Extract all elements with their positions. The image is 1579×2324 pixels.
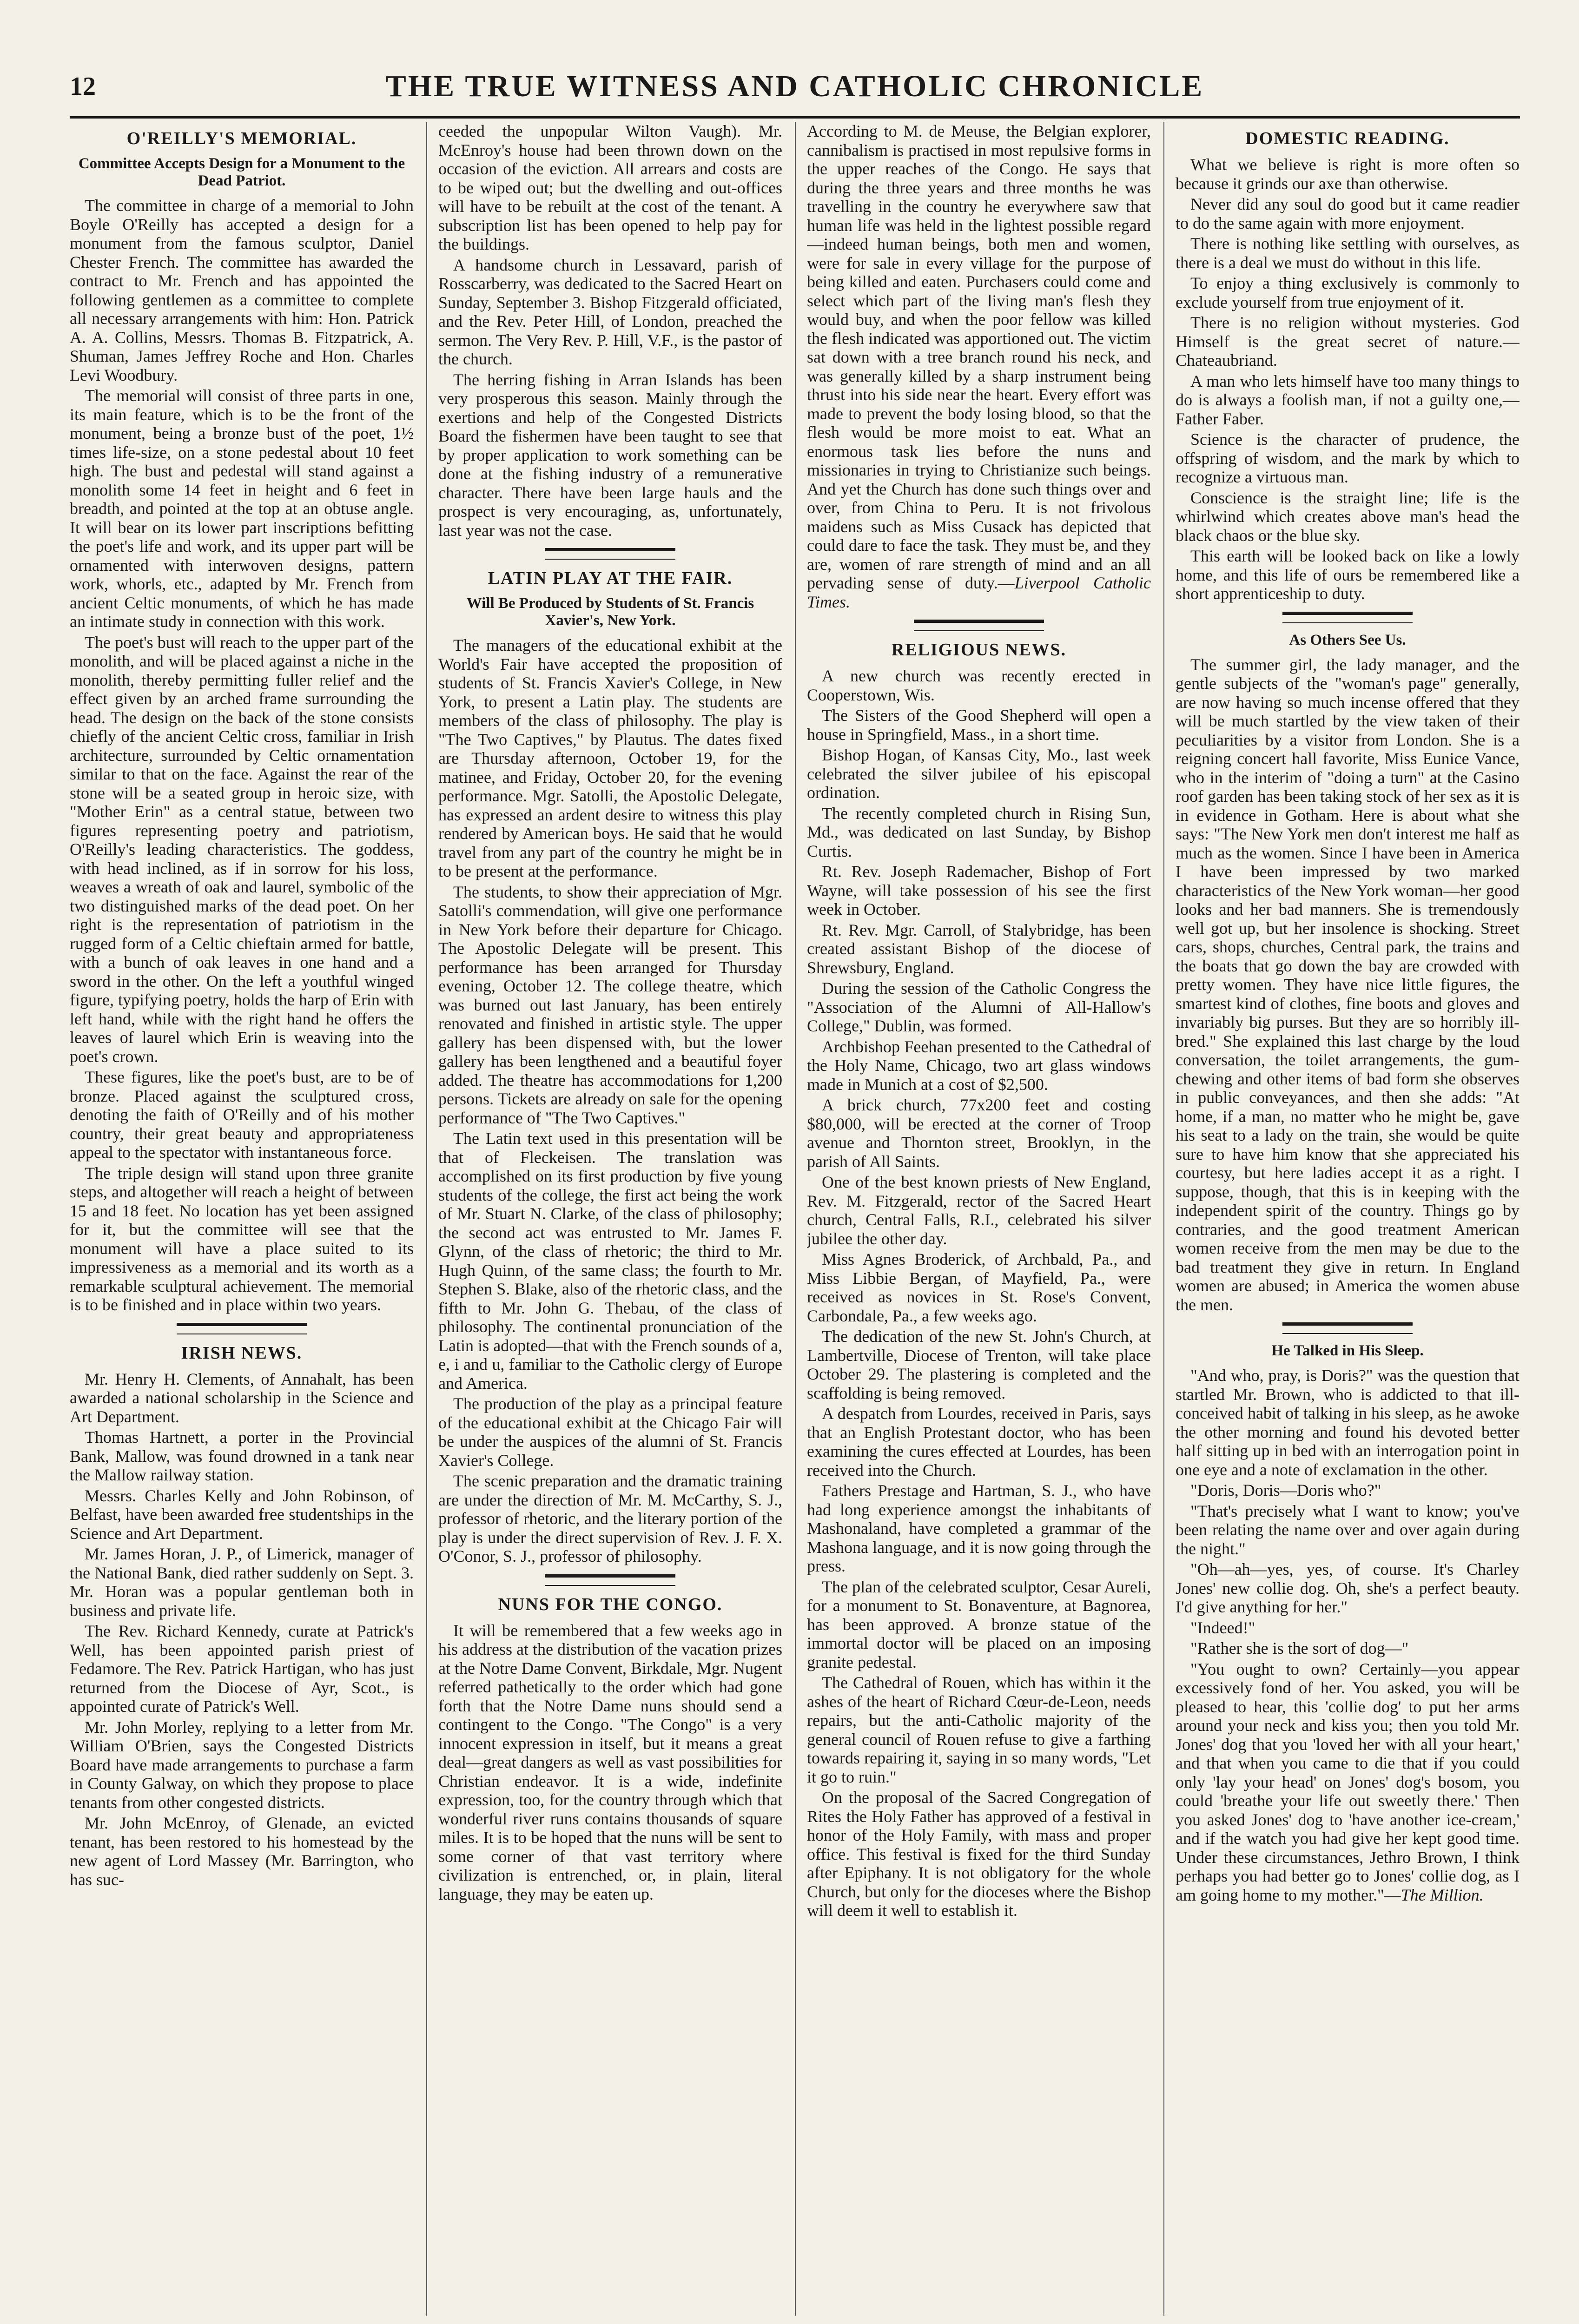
page-number: 12 [70,72,96,101]
news-item: The Sisters of the Good Shepherd will open a house in Springfield, Mass., in a short time. [807,706,1151,744]
news-item: Messrs. Charles Kelly and John Robinson, of Belfast, have been awarded free studentships in the Science and Art Department. [70,1486,414,1543]
news-item: Bishop Hogan, of Kansas City, Mo., last week celebrated the silver jubilee of his episcopal ordination. [807,746,1151,802]
column-2 [438,122,782,2316]
column-divider [426,122,427,2316]
news-item: A new church was recently erected in Cooperstown, Wis. [807,667,1151,704]
news-item: The herring fishing in Arran Islands has been very prosperous this season. Mainly through the exertions and help of the Congested Districts Board the fishermen have been taught to see that by proper application to work something can be done at the fishing industry of a remunerative character. There have been large hauls and the prospect is very encouraging, as, unfortunately, last year was not the case. [438,370,782,540]
news-item: A despatch from Lourdes, received in Paris, says that an English Protestant doctor, who has been examining the cures effected at Lourdes, has been received into the Church. [807,1404,1151,1479]
article-paragraph: The summer girl, the lady manager, and the gentle subjects of the "woman's page" generally, are now having so much incense offered that they will be much startled by the view taken of their peculiarities by a visitor from London. She is a reigning concert hall favorite, Miss Eunice Vance, who in the interim of "doing a turn" at the Casino roof garden has been taking stock of her sex as it is in evidence in Gotham. Here is about what she says: "The New York men don't interest me half as much as the women. Since I have been in America I have been impressed by two marked characteristics of the New York woman—her good looks and her bad manners. She is tremendously well got up, but her insolence is shocking. Street cars, shops, churches, Central park, the trains and the boats that go down the bay are crowded with pretty women. They have nice little figures, the smartest kind of clothes, fine boots and gloves and invariably big purses. But they are so horribly ill-bred." She explained this last charge by the loud conversation, the toilet arrangements, the gum-chewing and other items of bad form she observes in public conveyances, and then she adds: "At home, if a man, no matter who he might be, gave his seat to a lady on the train, she would be quite sure to have him know that she appreciated his courtesy, but here ladies accept it as a right. I suppose, though, that this is in keeping with the independent spirit of the country. Things go by contraries, and the good treatment American women receive from the men may be due to the bad treatment they give in return. In England women are abused; in America the women abuse the men. [1176,655,1520,1314]
maxim: This earth will be looked back on like a lowly home, and this life of ours be remembered like a short apprenticeship to duty. [1176,547,1520,603]
headline-latin-play: LATIN PLAY AT THE FAIR. [488,568,733,588]
news-item: The plan of the celebrated sculptor, Cesar Aureli, for a monument to St. Bonaventure, at Bagnorea, has been approved. A bronze statue of the immortal doctor will be placed on an imposing granite pedestal. [807,1577,1151,1671]
headline-talked-in-sleep: He Talked in His Sleep. [1271,1342,1424,1359]
newspaper-title: THE TRUE WITNESS AND CATHOLIC CHRONICLE [385,69,1204,103]
maxim: Conscience is the straight line; life is the whirlwind which creates above man's head the black chaos or the blue sky. [1176,488,1520,545]
section-rule [545,1574,675,1586]
article-source: The Million. [1401,1885,1484,1904]
news-item: A handsome church in Lessavard, parish of Rosscarberry, was dedicated to the Sacred Heart on Sunday, September 3. Bishop Fitzgerald officiated, and the Rev. Peter Hill, of London, preached the sermon. The Very Rev. P. Hill, V.F., is the pastor of the church. [438,255,782,368]
article-paragraph: The Latin text used in this presentation will be that of Fleckeisen. The translation was accomplished on its first production by five young students of the college, the first act being the work of Mr. Stuart N. Clarke, of the class of philosophy; the second act was entrusted to Mr. James F. Glynn, of the class of rhetoric; the third to Mr. Hugh Quinn, of the same class; the fourth to Mr. Stephen S. Blake, also of the rhetoric class, and the fifth to Mr. John G. Thebau, of the class of philosophy. The continental pronunciation of the Latin is adopted—that with the French sounds of a, e, i and u, familiar to the Catholic clergy of Europe and America. [438,1129,782,1393]
news-item: Thomas Hartnett, a porter in the Provincial Bank, Mallow, was found drowned in a tank near the Mallow railway station. [70,1428,414,1484]
article-paragraph: "And who, pray, is Doris?" was the question that startled Mr. Brown, who is addicted to that ill-conceived habit of talking in his sleep, as he awoke the other morning and found his devoted better half sitting up in bed with an interrogation point in one eye and a note of exclamation in the other. [1176,1366,1520,1479]
article-paragraph: "Doris, Doris—Doris who?" [1190,1481,1381,1499]
maxim: Never did any soul do good but it came readier to do the same again with more enjoyment. [1176,195,1520,232]
maxim: There is no religion without mysteries. God Himself is the great secret of nature.—Chateaubriand. [1176,313,1520,370]
subhead-oreilly: Committee Accepts Design for a Monument to the Dead Patriot. [78,155,405,189]
article-source: Liverpool Catholic Times. [807,574,1151,611]
news-item: Mr. John Morley, replying to a letter from Mr. William O'Brien, says the Congested Districts Board have made arrangements to purchase a farm in County Galway, on which they propose to place tenants from other congested districts. [70,1717,414,1812]
news-item: Rt. Rev. Joseph Rademacher, Bishop of Fort Wayne, will take possession of his see the first week in October. [807,862,1151,918]
article-paragraph: The production of the play as a principal feature of the educational exhibit at the Chicago Fair will be under the auspices of the alumni of St. Francis Xavier's College. [438,1394,782,1470]
headline-religious-news: RELIGIOUS NEWS. [891,640,1067,660]
news-item: During the session of the Catholic Congress the "Association of the Alumni of All-Hallow's College," Dublin, was formed. [807,979,1151,1035]
maxim: A man who lets himself have too many things to do is always a foolish man, if not a guilty one,—Father Faber. [1176,371,1520,428]
maxim: There is nothing like settling with ourselves, as there is a deal we must do without in this life. [1176,234,1520,272]
headline-domestic-reading: DOMESTIC READING. [1245,129,1450,148]
article-paragraph: The triple design will stand upon three granite steps, and altogether will reach a height of between 15 and 18 feet. No location has yet been assigned for it, but the committee will see that the monument will have a place suited to its impressiveness as a memorial and its worth as a remarkable sculptural achievement. The memorial is to be finished and in place within two years. [70,1163,414,1314]
article-text: According to M. de Meuse, the Belgian explorer, cannibalism is practised in most repulsive forms in the upper reaches of the Congo. He says that during the three years and three months he was travelling in the country he everywhere saw that human life was held in the lightest possible regard—indeed human beings, both men and women, were for sale in every village for the purpose of being killed and eaten. Purchasers could come and select which part of the living man's flesh they would buy, and when the poor fellow was killed the flesh indicated was apportioned out. The victim sat down with a tree branch round his neck, and was generally killed by a sharp instrument being thrust into his side near the heart. Every effort was made to prevent the body losing blood, so that the flesh would be more moist to eat. What an enormous task lies before the nuns and missionaries in trying to Christianize such beings. And yet the Church has done such things over and over, from China to Peru. It is not frivolous maidens such as Miss Cusack has depicted that could dare to face the task. They must be, and they are, women of rare strength of mind and an all pervading sense of duty.— [807,122,1151,592]
headline-as-others-see-us: As Others See Us. [1289,631,1406,648]
news-item: Mr. James Horan, J. P., of Limerick, manager of the National Bank, died rather suddenly on Sept. 3. Mr. Horan was a popular gentleman both in business and private life. [70,1545,414,1620]
article-text: "You ought to own? Certainly—you appear excessively fond of her. You asked, you will be pleased to hear, this 'collie dog' to put her arms around your neck and kiss you; then you told Mr. Jones' dog that you 'loved her with all your heart,' and that when you came to die that if you could only 'lay your head' on Jones' dog's bosom, you could 'breathe your life out sweetly there.' Then you asked Jones' dog to 'have another ice-cream,' and if the watch you had give her kept good time. Under these circumstances, Jethro Brown, I think perhaps you had better go to Jones' collie dog, as I am going home to my mother."— [1176,1659,1520,1904]
maxim: To enjoy a thing exclusively is commonly to exclude yourself from true enjoyment of it. [1176,274,1520,311]
news-item: On the proposal of the Sacred Congregation of Rites the Holy Father has approved of a festival in honor of the Holy Family, with mass and proper office. This festival is fixed for the third Sunday after Epiphany. It is not obligatory for the whole Church, but only for the dioceses where the Bishop will deem it well to establish it. [807,1788,1151,1920]
column-1 [70,122,414,2316]
news-item: Miss Agnes Broderick, of Archbald, Pa., and Miss Libbie Bergan, of Mayfield, Pa., were received as novices in St. Rose's Convent, Carbondale, Pa., a few weeks ago. [807,1250,1151,1325]
article-paragraph: "Oh—ah—yes, yes, of course. It's Charley Jones' new collie dog. Oh, she's a perfect beauty. I'd give anything for her." [1176,1560,1520,1616]
article-paragraph [1176,1660,1520,1905]
headline-nuns-congo: NUNS FOR THE CONGO. [498,1594,723,1614]
column-divider [1163,122,1164,2316]
article-paragraph: The poet's bust will reach to the upper part of the monolith, and will be placed against a niche in the monolith, thereby permitting fuller relief and the effect given by an arched frame surrounding the head. The design on the back of the stone consists chiefly of the ancient Celtic cross, familiar in Irish architecture, surrounded by Celtic ornamentation similar to that on the face. Against the rear of the stone will be a seated group in heroic size, with "Mother Erin" as a central statue, between two figures representing poetry and patriotism, O'Reilly's leading characteristics. The goddess, with head inclined, as if in sorrow for his loss, weaves a wreath of oak and laurel, symbolic of the two distinguished marks of the dead poet. On her right is the representation of patriotism in the rugged form of a Celtic chieftain armed for battle, with a bunch of oak leaves in one hand and a sword in the other. On the left a youthful winged figure, typifying poetry, holds the harp of Erin with left hand, while with the right hand he offers the leaves of laurel which Erin is weaving into the poet's crown. [70,633,414,1066]
article-paragraph [807,122,1151,611]
column-divider [795,122,796,2316]
headline-oreilly: O'REILLY'S MEMORIAL. [126,129,357,148]
news-item: Mr. John McEnroy, of Glenade, an evicted tenant, has been restored to his homestead by the new agent of Lord Massey (Mr. Barrington, who has suc- [70,1814,414,1889]
news-item: Archbishop Feehan presented to the Cathedral of the Holy Name, Chicago, two art glass windows made in Munich at a cost of $2,500. [807,1037,1151,1094]
news-item: ceeded the unpopular Wilton Vaugh). Mr. McEnroy's house had been thrown down on the occasion of the eviction. All arrears and costs are to be wiped out; but the dwelling and out-offices will have to be rebuilt at the cost of the tenant. A subscription list has been opened to help pay for the buildings. [438,122,782,253]
news-item: Mr. Henry H. Clements, of Annahalt, has been awarded a national scholarship in the Science and Art Department. [70,1369,414,1426]
maxim: What we believe is right is more often so because it grinds our axe than otherwise. [1176,155,1520,193]
article-paragraph: These figures, like the poet's bust, are to be of bronze. Placed against the sculptured cross, denoting the faith of O'Reilly and of his mother country, their great beauty and appropriateness appeal to the spectator with instantaneous force. [70,1068,414,1162]
section-rule [914,620,1044,631]
subhead-latin-play: Will Be Produced by Students of St. Francis Xavier's, New York. [466,595,754,629]
article-paragraph: The students, to show their appreciation of Mgr. Satolli's commendation, will give one performance in New York before their departure for Chicago. The Apostolic Delegate will be present. This performance has been arranged for Thursday evening, October 12. The college theatre, which was burned out last January, has been entirely renovated and finished in artistic style. The upper gallery has been dispensed with, but the lower gallery has been lengthened and a beautiful foyer added. The theatre has accommodations for 1,200 persons. Tickets are already on sale for the opening performance of "The Two Captives." [438,882,782,1127]
article-paragraph: "Rather she is the sort of dog—" [1190,1639,1409,1657]
masthead [70,65,1520,119]
news-item: Rt. Rev. Mgr. Carroll, of Stalybridge, has been created assistant Bishop of the diocese of Shrewsbury, England. [807,920,1151,977]
article-paragraph: The memorial will consist of three parts in one, its main feature, which is to be the front of the monument, being a bronze bust of the poet, 1½ times life-size, on a stone pedestal about 10 feet high. The bust and pedestal will stand against a monolith some 14 feet in height and 6 feet in breadth, and pointed at the top at an obtuse angle. It will bear on its lower part inscriptions befitting the poet's life and work, and its upper part will be ornamented with interwoven designs, pattern work, whorls, etc., adapted by Mr. French from ancient Celtic monuments, of which he has made an intimate study in connection with this work. [70,386,414,631]
news-item: The recently completed church in Rising Sun, Md., was dedicated on last Sunday, by Bishop Curtis. [807,804,1151,860]
article-paragraph: The committee in charge of a memorial to John Boyle O'Reilly has accepted a design for a monument from the famous sculptor, Daniel Chester French. The committee has awarded the contract to Mr. French and has appointed the following gentlemen as a committee to complete all necessary arrangements with him: Hon. Patrick A. A. Collins, Messrs. Thomas B. Fitzpatrick, A. Shuman, James Jeffrey Roche and Hon. Charles Levi Woodbury. [70,196,414,384]
section-rule [1282,612,1413,623]
news-item: Fathers Prestage and Hartman, S. J., who have had long experience amongst the inhabitants of Mashonaland, have completed a grammar of the Mashona language, and it is now going through the press. [807,1481,1151,1575]
section-rule [1282,1322,1413,1334]
article-paragraph: The scenic preparation and the dramatic training are under the direction of Mr. M. McCarthy, S. J., professor of rhetoric, and the literary portion of the play is under the direct supervision of Rev. J. F. X. O'Conor, S. J., professor of philosophy. [438,1472,782,1565]
news-item: One of the best known priests of New England, Rev. M. Fitzgerald, rector of the Sacred Heart church, Central Falls, R.I., celebrated his silver jubilee the other day. [807,1173,1151,1248]
news-item: A brick church, 77x200 feet and costing $80,000, will be erected at the corner of Troop avenue and Thornton street, Brooklyn, in the parish of All Saints. [807,1096,1151,1171]
article-paragraph: "That's precisely what I want to know; you've been relating the name over and over again during the night." [1176,1501,1520,1558]
article-paragraph: It will be remembered that a few weeks ago in his address at the distribution of the vacation prizes at the Notre Dame Convent, Birkdale, Mgr. Nugent referred pathetically to the order which had gone forth that the Notre Dame nuns should send a contingent to the Congo. "The Congo" is a very innocent expression in itself, but it means a great deal—great dangers as well as vast possibilities for Christian endeavor. It is a wide, indefinite expression, too, for the country through which that wonderful river runs contains thousands of square miles. It is to be hoped that the nuns will be sent to some corner of that vast territory where civilization is entrenched, or, in plain, literal language, they may be eaten up. [438,1621,782,1903]
headline-irish-news: IRISH NEWS. [181,1343,303,1363]
column-3 [807,122,1151,2316]
article-paragraph: The managers of the educational exhibit at the World's Fair have accepted the proposition of students of St. Francis Xavier's College, in New York, to present a Latin play. The students are members of the class of philosophy. The play is "The Two Captives," by Plautus. The dates fixed are Thursday afternoon, October 19, for the matinee, and Friday, October 20, for the evening performance. Mgr. Satolli, the Apostolic Delegate, has expressed an ardent desire to witness this play rendered by American boys. He said that he would travel from any part of the country he might be in to be present at the performance. [438,636,782,880]
maxim: Science is the character of prudence, the offspring of wisdom, and the mark by which to recognize a virtuous man. [1176,430,1520,486]
section-rule [177,1323,307,1334]
news-item: The Rev. Richard Kennedy, curate at Patrick's Well, has been appointed parish priest of Fedamore. The Rev. Patrick Hartigan, who has just returned from the Diocese of Ayr, Scot., is appointed curate of Patrick's Well. [70,1622,414,1716]
article-paragraph: "Indeed!" [1190,1618,1255,1637]
column-4 [1176,122,1520,2316]
news-item: The dedication of the new St. John's Church, at Lambertville, Diocese of Trenton, will take place October 29. The plastering is completed and the scaffolding is being removed. [807,1327,1151,1402]
news-item: The Cathedral of Rouen, which has within it the ashes of the heart of Richard Cœur-de-Leon, needs repairs, but the anti-Catholic majority of the general council of Rouen refuse to give a farthing towards repairing it, saying in so many words, "Let it go to ruin." [807,1673,1151,1786]
section-rule [545,548,675,560]
columns [70,122,1520,2316]
